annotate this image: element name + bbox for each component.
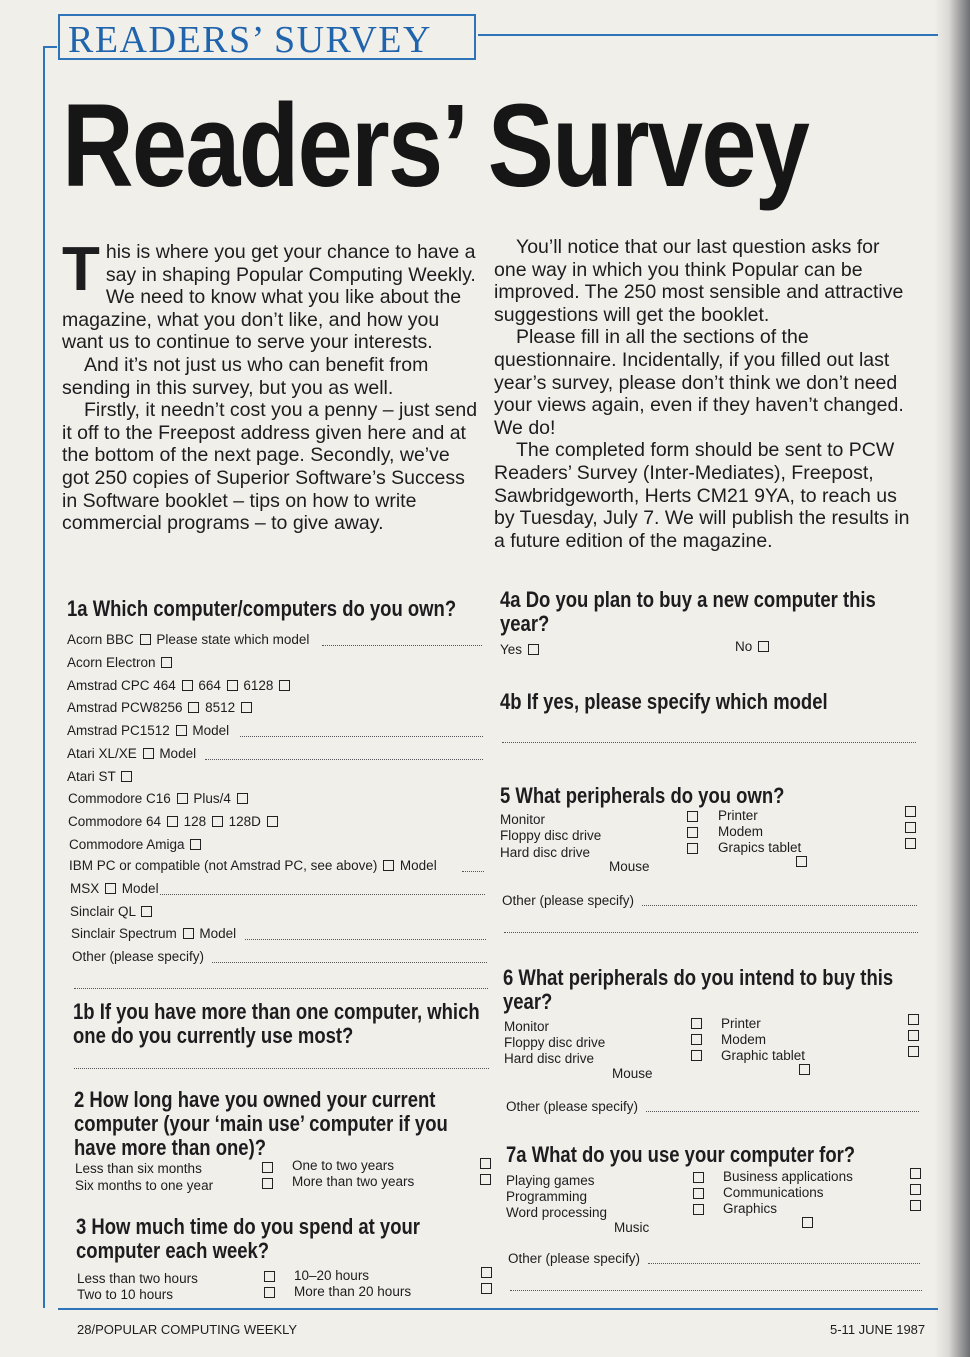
checkbox[interactable]	[910, 1200, 921, 1211]
checkbox[interactable]	[905, 806, 916, 817]
checkbox[interactable]	[758, 641, 769, 652]
headline: Readers’ Survey	[62, 80, 809, 212]
drop-cap: T	[62, 235, 100, 304]
page-edge	[934, 0, 970, 1357]
checkbox[interactable]	[212, 816, 223, 827]
checkbox[interactable]	[910, 1184, 921, 1195]
question-2-title: 2 How long have you owned your current computer (your ‘main use’ computer if you have more than one)?	[74, 1087, 448, 1160]
option-label: Monitor	[504, 1019, 550, 1034]
question-1b-title: 1b If you have more than one computer, which one do you currently use most?	[73, 999, 480, 1048]
option-row: Sinclair Spectrum Model	[71, 926, 237, 941]
write-in-line[interactable]	[240, 736, 483, 737]
checkbox[interactable]	[910, 1168, 921, 1179]
checkbox[interactable]	[264, 1271, 275, 1282]
option-row: No	[735, 639, 771, 654]
option-label: 10–20 hours	[294, 1268, 370, 1283]
checkbox[interactable]	[905, 822, 916, 833]
question-3-title: 3 How much time do you spend at your computer each week?	[76, 1214, 420, 1263]
option-row: Sinclair QL	[70, 904, 154, 919]
question-6-title: 6 What peripherals do you intend to buy this year?	[503, 965, 894, 1014]
option-row: Commodore Amiga	[69, 837, 203, 852]
checkbox[interactable]	[267, 816, 278, 827]
option-label: Business applications	[723, 1169, 853, 1184]
checkbox[interactable]	[693, 1204, 704, 1215]
option-label: Two to 10 hours	[77, 1287, 174, 1302]
write-in-line[interactable]	[646, 1111, 919, 1112]
checkbox[interactable]	[143, 748, 154, 759]
checkbox[interactable]	[480, 1158, 491, 1169]
checkbox[interactable]	[182, 680, 193, 691]
checkbox[interactable]	[279, 680, 290, 691]
checkbox[interactable]	[237, 793, 248, 804]
intro-paragraph: Firstly, it needn’t cost you a penny – just send it off to the Freepost address given here and at the bottom of the next page. Secondly, we’ve got 250 copies of Superior Software’s Success in Software booklet – tips on how to write commercial programs – to give away.	[62, 399, 478, 535]
question-4a-title: 4a Do you plan to buy a new computer this year?	[500, 587, 876, 636]
checkbox[interactable]	[183, 928, 194, 939]
checkbox[interactable]	[908, 1046, 919, 1057]
option-label: Floppy disc drive	[500, 828, 602, 843]
checkbox[interactable]	[905, 838, 916, 849]
other-label: Other (please specify)	[506, 1099, 639, 1114]
option-label: Music	[614, 1220, 650, 1235]
question-5-title: 5 What peripherals do you own?	[500, 783, 785, 808]
option-label: Mouse	[609, 859, 650, 874]
option-row: MSX Model	[70, 881, 159, 896]
write-in-line[interactable]	[245, 939, 486, 940]
intro-paragraph: Please fill in all the sections of the questionnaire. Incidentally, if you filled out last year’s survey, please don’t think we don’t need your views again, even if they haven’t changed. We do!	[494, 326, 904, 439]
checkbox[interactable]	[177, 793, 188, 804]
checkbox[interactable]	[241, 702, 252, 713]
checkbox[interactable]	[121, 771, 132, 782]
option-label: Graphics	[723, 1201, 778, 1216]
banner-text: READERS’ SURVEY	[68, 19, 432, 61]
other-label: Other (please specify)	[508, 1251, 641, 1266]
option-label: Programming	[506, 1189, 588, 1204]
checkbox[interactable]	[176, 725, 187, 736]
intro-paragraph: The completed form should be sent to PCW Readers’ Survey (Inter-Mediates), Freepost, Sawbridgeworth, Herts CM21 9YA, to reach us by Tuesday, July 7. We will publish the results in a future edition of the magazine.	[494, 439, 910, 552]
option-label: Hard disc drive	[500, 845, 591, 860]
write-in-line[interactable]	[160, 894, 485, 895]
section-banner	[58, 14, 476, 60]
checkbox[interactable]	[908, 1030, 919, 1041]
intro-paragraph: You’ll notice that our last question asks for one way in which you think Popular can be improved. The 250 most sensible and attractive suggestions will get the booklet.	[494, 236, 904, 326]
option-label: One to two years	[292, 1158, 395, 1173]
option-row: Commodore 64 128 128D	[68, 814, 280, 829]
option-row: IBM PC or compatible (not Amstrad PC, see above) Model	[69, 858, 437, 873]
option-row: Amstrad CPC 464 664 6128	[67, 678, 292, 693]
option-row: Acorn Electron	[67, 655, 174, 670]
checkbox[interactable]	[167, 816, 178, 827]
option-label: Hard disc drive	[504, 1051, 595, 1066]
write-in-line[interactable]	[502, 742, 916, 743]
option-label: Communications	[723, 1185, 824, 1200]
checkbox[interactable]	[161, 657, 172, 668]
write-in-line[interactable]	[648, 1263, 920, 1264]
option-row: Commodore C16 Plus/4	[68, 791, 250, 806]
intro-column-right	[494, 236, 912, 552]
footer-page-label: 28/POPULAR COMPUTING WEEKLY	[77, 1322, 298, 1337]
option-label: Playing games	[506, 1173, 595, 1188]
option-row: Yes	[500, 642, 541, 657]
intro-paragraph: his is where you get your chance to have a say in shaping Popular Computing Weekly. We need to know what you like about the magazine, what you don’t like, and how you want us to continue to serve your interests.	[62, 241, 476, 354]
option-label: Monitor	[500, 812, 546, 827]
checkbox[interactable]	[140, 634, 151, 645]
option-label: Less than two hours	[77, 1271, 198, 1286]
question-1a-title: 1a Which computer/computers do you own?	[67, 596, 457, 621]
checkbox[interactable]	[141, 906, 152, 917]
write-in-line[interactable]	[510, 1290, 922, 1291]
checkbox[interactable]	[188, 702, 199, 713]
checkbox[interactable]	[691, 1018, 702, 1029]
checkbox[interactable]	[687, 827, 698, 838]
option-label: Graphic tablet	[721, 1048, 806, 1063]
option-label: More than 20 hours	[294, 1284, 412, 1299]
option-label: Printer	[721, 1016, 761, 1031]
checkbox[interactable]	[799, 1064, 810, 1075]
write-in-line[interactable]	[322, 645, 482, 646]
write-in-line[interactable]	[205, 759, 483, 760]
write-in-line[interactable]	[462, 871, 484, 872]
intro-paragraph: And it’s not just us who can benefit from sending in this survey, but you as well.	[62, 353, 429, 399]
intro-column-left	[62, 235, 478, 535]
option-label: Mouse	[612, 1066, 653, 1081]
frame-rule-top-left	[43, 46, 57, 48]
frame-rule-top-right	[478, 34, 938, 36]
write-in-line[interactable]	[212, 962, 487, 963]
checkbox[interactable]	[528, 644, 539, 655]
checkbox[interactable]	[481, 1267, 492, 1278]
checkbox[interactable]	[802, 1217, 813, 1228]
option-row: Atari XL/XE Model	[67, 746, 197, 761]
checkbox[interactable]	[908, 1014, 919, 1025]
checkbox[interactable]	[796, 856, 807, 867]
checkbox[interactable]	[481, 1283, 492, 1294]
other-label: Other (please specify)	[502, 893, 635, 908]
checkbox[interactable]	[693, 1188, 704, 1199]
checkbox[interactable]	[105, 883, 116, 894]
option-row: Amstrad PC1512 Model	[67, 723, 230, 738]
question-4b-title: 4b If yes, please specify which model	[500, 689, 828, 714]
frame-rule-bottom	[58, 1308, 938, 1310]
checkbox[interactable]	[383, 860, 394, 871]
option-label: Printer	[718, 808, 758, 823]
write-in-line[interactable]	[74, 1068, 489, 1069]
option-row: Other (please specify)	[72, 949, 205, 964]
checkbox[interactable]	[693, 1172, 704, 1183]
option-row: Amstrad PCW8256 8512	[67, 700, 254, 715]
checkbox[interactable]	[691, 1034, 702, 1045]
option-label: Six months to one year	[75, 1178, 214, 1193]
checkbox[interactable]	[262, 1162, 273, 1173]
checkbox[interactable]	[687, 811, 698, 822]
checkbox[interactable]	[227, 680, 238, 691]
option-label: Modem	[721, 1032, 767, 1047]
checkbox[interactable]	[190, 839, 201, 850]
checkbox[interactable]	[691, 1050, 702, 1061]
frame-rule-left	[43, 46, 45, 1308]
option-row: Acorn BBC Please state which model	[67, 632, 310, 647]
footer-date: 5-11 JUNE 1987	[830, 1322, 926, 1337]
option-label: Less than six months	[75, 1161, 202, 1176]
checkbox[interactable]	[687, 843, 698, 854]
option-label: Word processing	[506, 1205, 608, 1220]
option-row: Atari ST	[67, 769, 134, 784]
checkbox[interactable]	[480, 1174, 491, 1185]
write-in-line[interactable]	[504, 932, 918, 933]
option-label: Floppy disc drive	[504, 1035, 606, 1050]
write-in-line[interactable]	[74, 988, 488, 989]
checkbox[interactable]	[264, 1287, 275, 1298]
option-label: Modem	[718, 824, 764, 839]
option-label: Grapics tablet	[718, 840, 802, 855]
question-7a-title: 7a What do you use your computer for?	[506, 1142, 856, 1167]
option-label: More than two years	[292, 1174, 415, 1189]
checkbox[interactable]	[262, 1178, 273, 1189]
write-in-line[interactable]	[642, 905, 917, 906]
